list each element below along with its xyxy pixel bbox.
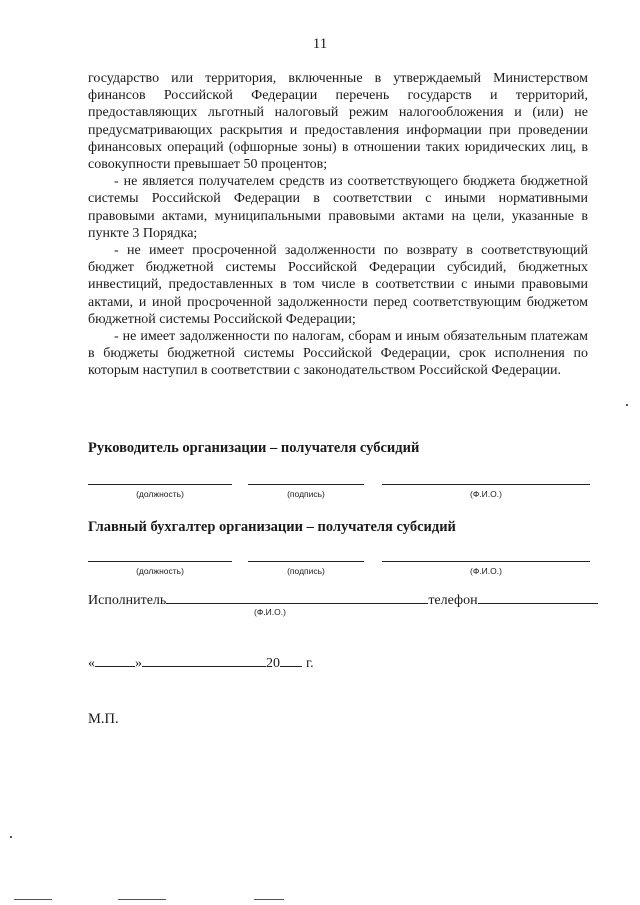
stamp-placeholder: М.П.: [88, 711, 119, 727]
head-position-line: [88, 484, 232, 485]
date-open-quote: «: [88, 656, 95, 671]
scan-edge-mark: [14, 899, 52, 900]
paragraph-no-tax-debt: - не имеет задолженности по налогам, сборам и иным обязательным платежам в бюджеты бюджетной системы Российской Федерации, срок исполнения по которым наступил в соответствии с законодательством Российской Федерации.: [88, 329, 588, 379]
paragraph-no-overdue-debt: - не имеет просроченной задолженности по возврату в соответствующий бюджет бюджетной системы Российской Федерации субсидий, бюджетных инвестиций, предоставленных в том числе в соответствии с иными правовыми актами, и иной просроченной задолженности перед соответствующим бюджетом бюджетной системы Российской Федерации;: [88, 243, 588, 327]
executor-name-line: [166, 590, 428, 604]
executor-label: Исполнитель: [88, 593, 167, 608]
date-year-line: [280, 653, 302, 667]
accountant-signature-line: [248, 561, 364, 562]
page-number: 11: [312, 36, 328, 52]
phone-label: телефон: [428, 593, 478, 608]
head-signature-caption: (подпись): [287, 489, 325, 499]
paragraph-offshore: государство или территория, включенные в утверждаемый Министерством финансов Российской Федерации перечень государств и территорий, предоставляющих льготный налоговый режим налогообложения и (или) не предусматривающих раскрытия и предоставления информации при проведении финансовых операций (офшорные зоны) в отношении таких юридических лиц, в совокупности превышает 50 процентов;: [88, 71, 588, 173]
date-year-prefix: 20: [266, 656, 280, 671]
head-position-caption: (должность): [136, 489, 184, 499]
executor-row: [88, 590, 598, 609]
head-signature-line: [248, 484, 364, 485]
accountant-signature-caption: (подпись): [287, 566, 325, 576]
date-day-line: [95, 653, 135, 667]
head-name-line: [382, 484, 590, 485]
scan-speck: [10, 836, 12, 838]
scan-edge-mark: [118, 899, 166, 900]
document-body: [88, 70, 588, 380]
date-row: [88, 653, 314, 672]
accountant-name-caption: (Ф.И.О.): [470, 566, 502, 576]
accountant-name-line: [382, 561, 590, 562]
accountant-signature-title: Главный бухгалтер организации – получателя субсидий: [88, 519, 456, 535]
accountant-position-line: [88, 561, 232, 562]
date-year-suffix: г.: [306, 656, 314, 671]
executor-name-caption: (Ф.И.О.): [254, 607, 286, 617]
head-signature-title: Руководитель организации – получателя субсидий: [88, 440, 420, 456]
scan-edge-mark: [254, 899, 284, 900]
accountant-position-caption: (должность): [136, 566, 184, 576]
head-name-caption: (Ф.И.О.): [470, 489, 502, 499]
date-close-quote: »: [135, 656, 142, 671]
paragraph-not-recipient: - не является получателем средств из соответствующего бюджета бюджетной системы Российской Федерации в соответствии с иными нормативными правовыми актами, муниципальными правовыми актами на цели, указанные в пункте 3 Порядка;: [88, 174, 588, 241]
phone-line: [478, 590, 598, 604]
scan-speck: [626, 404, 628, 406]
date-month-line: [142, 653, 266, 667]
